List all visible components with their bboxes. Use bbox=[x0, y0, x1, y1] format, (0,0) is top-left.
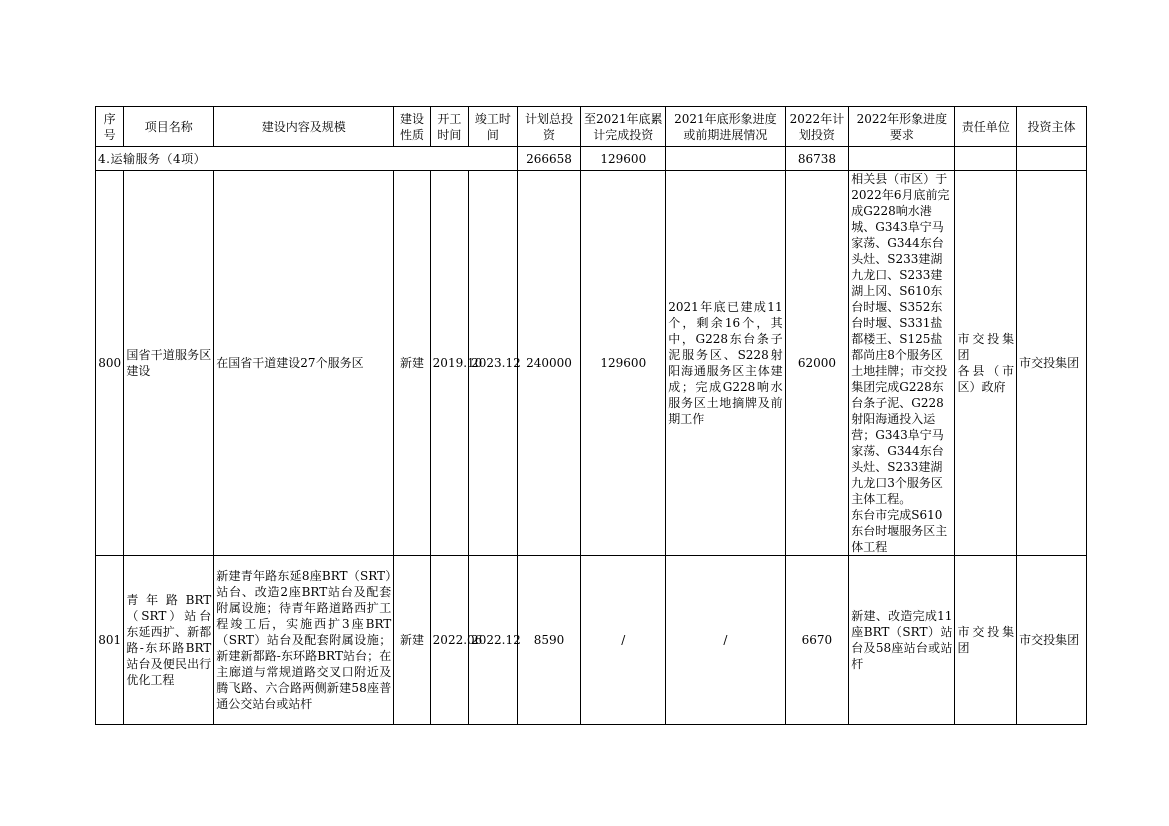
row-cum-2021: / bbox=[581, 556, 666, 725]
header-start: 开工时间 bbox=[430, 107, 468, 147]
row-seq: 801 bbox=[96, 556, 124, 725]
header-end: 竣工时间 bbox=[469, 107, 518, 147]
section-empty-1 bbox=[666, 147, 785, 171]
row-plan-2022: 6670 bbox=[785, 556, 849, 725]
row-seq: 800 bbox=[96, 171, 124, 556]
row-resp-1: 市交投集团 bbox=[957, 332, 1015, 362]
table-row bbox=[96, 171, 1087, 556]
header-resp: 责任单位 bbox=[955, 107, 1017, 147]
row-req-2022-part2: 东台市完成S610东台时堰服务区主体工程 bbox=[851, 508, 948, 554]
row-req-2022: 新建、改造完成11座BRT（SRT）站台及58座站台或站杆 bbox=[849, 556, 955, 725]
row-progress-2021: / bbox=[666, 556, 785, 725]
header-plan-total: 计划总投资 bbox=[517, 107, 581, 147]
header-progress-2021: 2021年底形象进度或前期进展情况 bbox=[666, 107, 785, 147]
row-plan-2022: 62000 bbox=[785, 171, 849, 556]
row-plan-total: 8590 bbox=[517, 556, 581, 725]
section-plan-2022: 86738 bbox=[785, 147, 849, 171]
row-cum-2021: 129600 bbox=[581, 171, 666, 556]
row-name: 国省干道服务区建设 bbox=[124, 171, 214, 556]
row-resp bbox=[955, 171, 1017, 556]
header-nature: 建设性质 bbox=[394, 107, 430, 147]
row-investor: 市交投集团 bbox=[1017, 171, 1087, 556]
row-name: 青年路BRT（SRT）站台东延西扩、新都路-东环路BRT站台及便民出行优化工程 bbox=[124, 556, 214, 725]
row-progress-2021: 2021年底已建成11个，剩余16个，其中，G228东台条子泥服务区、S228射阳海通服务区主体建成；完成G228响水服务区土地摘牌及前期工作 bbox=[666, 171, 785, 556]
row-start: 2022.06 bbox=[430, 556, 468, 725]
row-nature: 新建 bbox=[394, 556, 430, 725]
header-investor: 投资主体 bbox=[1017, 107, 1087, 147]
section-empty-2 bbox=[849, 147, 955, 171]
row-req-2022 bbox=[849, 171, 955, 556]
table-row bbox=[96, 556, 1087, 725]
row-req-2022-part1: 相关县（市区）于2022年6月底前完成G228响水港城、G343阜宁马家荡、G344东台头灶、S233建湖九龙口、S233建湖上冈、S610东台时堰、S352东台时堰、S331盐都楼王、S125盐都尚庄8个服务区土地挂牌；市交投集团完成G228东台条子泥、G228射阳海通投入运营；G343阜宁马家荡、G344东台头灶、S233建湖九龙口3个服务区主体工程。 bbox=[851, 172, 950, 506]
row-content: 新建青年路东延8座BRT（SRT）站台、改造2座BRT站台及配套附属设施；待青年路道路西扩工程竣工后，实施西扩3座BRT（SRT）站台及配套附属设施；新建新都路-东环路BRT站台；在主廊道与常规道路交叉口附近及腾飞路、六合路两侧新建58座普通公交站台或站杆 bbox=[214, 556, 394, 725]
section-cum-2021: 129600 bbox=[581, 147, 666, 171]
row-resp: 市交投集团 bbox=[955, 556, 1017, 725]
header-name: 项目名称 bbox=[124, 107, 214, 147]
row-end: 2023.12 bbox=[469, 171, 518, 556]
header-plan-2022: 2022年计划投资 bbox=[785, 107, 849, 147]
section-label: 4.运输服务（4项） bbox=[96, 147, 518, 171]
section-row bbox=[96, 147, 1087, 171]
project-table bbox=[95, 106, 1087, 725]
header-content: 建设内容及规模 bbox=[214, 107, 394, 147]
header-req-2022: 2022年形象进度要求 bbox=[849, 107, 955, 147]
row-start: 2019.10 bbox=[430, 171, 468, 556]
row-plan-total: 240000 bbox=[517, 171, 581, 556]
row-resp-2: 各县（市区）政府 bbox=[957, 364, 1015, 394]
header-row bbox=[96, 107, 1087, 147]
row-content: 在国省干道建设27个服务区 bbox=[214, 171, 394, 556]
header-cum-2021: 至2021年底累计完成投资 bbox=[581, 107, 666, 147]
header-seq: 序号 bbox=[96, 107, 124, 147]
row-nature: 新建 bbox=[394, 171, 430, 556]
section-plan-total: 266658 bbox=[517, 147, 581, 171]
section-empty-4 bbox=[1017, 147, 1087, 171]
section-empty-3 bbox=[955, 147, 1017, 171]
row-end: 2022.12 bbox=[469, 556, 518, 725]
row-investor: 市交投集团 bbox=[1017, 556, 1087, 725]
